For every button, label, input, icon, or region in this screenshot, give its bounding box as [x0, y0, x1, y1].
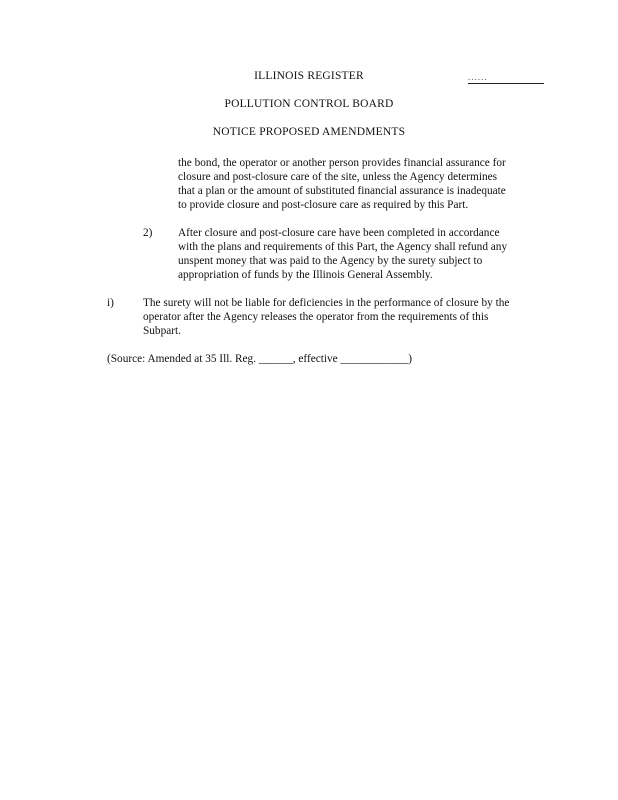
item-2-line-2: with the plans and requirements of this Part, the Agency shall refund any [178, 241, 508, 253]
register-title: ILLINOIS REGISTER [254, 70, 364, 82]
item-i-line-1: The surety will not be liable for deficiencies in the performance of closure by the [143, 297, 510, 309]
continuation-line-2: closure and post-closure care of the site, unless the Agency determines [178, 171, 498, 183]
item-i-number: i) [107, 297, 114, 309]
item-i-line-3: Subpart. [143, 325, 181, 337]
notice-title: NOTICE PROPOSED AMENDMENTS [212, 126, 406, 138]
source-note: (Source: Amended at 35 Ill. Reg. ______, effective ____________) [107, 353, 413, 365]
continuation-line-1: the bond, the operator or another person provides financial assurance for [178, 157, 506, 169]
board-title: POLLUTION CONTROL BOARD [224, 98, 394, 110]
issue-number-blank [468, 72, 544, 84]
continuation-line-3: that a plan or the amount of substituted financial assurance is inadequate [178, 185, 506, 197]
issue-number-marker: ...... [468, 72, 488, 82]
item-2-line-3: unspent money that was paid to the Agency by the surety subject to [178, 255, 483, 267]
item-2-line-4: appropriation of funds by the Illinois General Assembly. [178, 269, 433, 281]
item-2-line-1: After closure and post-closure care have been completed in accordance [178, 227, 500, 239]
item-i-line-2: operator after the Agency releases the operator from the requirements of this [143, 311, 489, 323]
item-2-number: 2) [143, 227, 153, 239]
continuation-line-4: to provide closure and post-closure care as required by this Part. [178, 199, 469, 211]
